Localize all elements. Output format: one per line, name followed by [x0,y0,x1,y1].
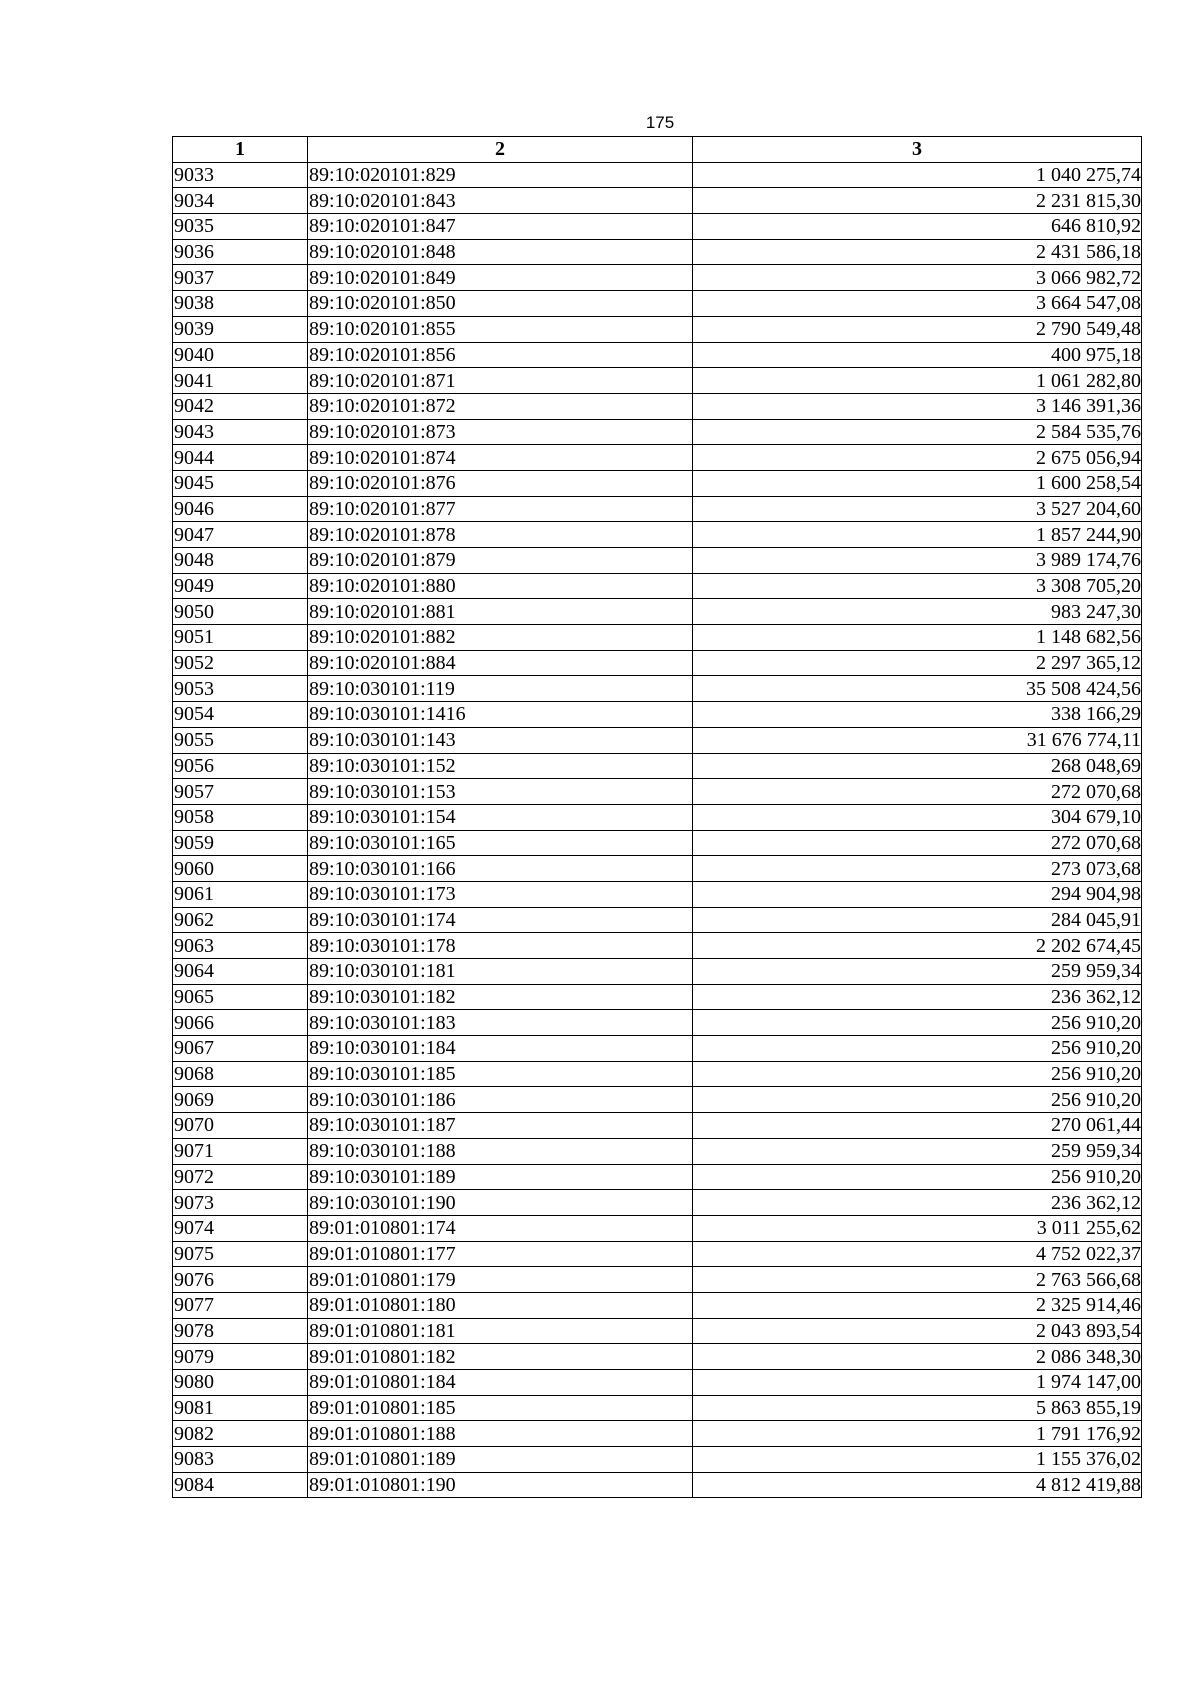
cadastral-number-cell: 89:10:020101:882 [308,625,693,651]
cadastral-number-cell: 89:10:020101:850 [308,291,693,317]
row-number-cell: 9082 [173,1421,308,1447]
table-row [173,419,1142,445]
value-cell: 1 148 682,56 [693,625,1142,651]
table-row [173,959,1142,985]
table-row [173,1215,1142,1241]
table-row [173,702,1142,728]
row-number-cell: 9058 [173,804,308,830]
cadastral-number-cell: 89:10:030101:119 [308,676,693,702]
value-cell: 2 231 815,30 [693,188,1142,214]
cadastral-number-cell: 89:01:010801:185 [308,1395,693,1421]
cadastral-number-cell: 89:10:030101:1416 [308,702,693,728]
value-cell: 2 325 914,46 [693,1292,1142,1318]
cadastral-number-cell: 89:10:030101:187 [308,1113,693,1139]
table-row [173,830,1142,856]
value-cell: 270 061,44 [693,1113,1142,1139]
cadastral-number-cell: 89:01:010801:189 [308,1447,693,1473]
row-number-cell: 9035 [173,214,308,240]
cadastral-number-cell: 89:10:030101:143 [308,727,693,753]
row-number-cell: 9071 [173,1138,308,1164]
value-cell: 3 989 174,76 [693,548,1142,574]
value-cell: 284 045,91 [693,907,1142,933]
table-row [173,1472,1142,1498]
value-cell: 3 011 255,62 [693,1215,1142,1241]
cadastral-number-cell: 89:10:020101:843 [308,188,693,214]
row-number-cell: 9079 [173,1344,308,1370]
column-header-2: 2 [308,137,693,163]
table-row [173,676,1142,702]
row-number-cell: 9081 [173,1395,308,1421]
cadastral-number-cell: 89:10:030101:183 [308,1010,693,1036]
value-cell: 338 166,29 [693,702,1142,728]
cadastral-number-cell: 89:10:020101:847 [308,214,693,240]
cadastral-number-cell: 89:10:030101:182 [308,984,693,1010]
cadastral-number-cell: 89:10:030101:184 [308,1036,693,1062]
cadastral-number-cell: 89:01:010801:188 [308,1421,693,1447]
table-row [173,214,1142,240]
table-row [173,1190,1142,1216]
row-number-cell: 9078 [173,1318,308,1344]
table-row [173,625,1142,651]
value-cell: 259 959,34 [693,959,1142,985]
table-row [173,1421,1142,1447]
row-number-cell: 9064 [173,959,308,985]
row-number-cell: 9051 [173,625,308,651]
cadastral-number-cell: 89:10:030101:189 [308,1164,693,1190]
cadastral-number-cell: 89:10:020101:878 [308,522,693,548]
row-number-cell: 9080 [173,1370,308,1396]
value-cell: 2 763 566,68 [693,1267,1142,1293]
value-cell: 2 297 365,12 [693,650,1142,676]
value-cell: 1 155 376,02 [693,1447,1142,1473]
row-number-cell: 9044 [173,445,308,471]
value-cell: 2 790 549,48 [693,316,1142,342]
cadastral-number-cell: 89:10:030101:188 [308,1138,693,1164]
cadastral-number-cell: 89:10:030101:165 [308,830,693,856]
cadastral-number-cell: 89:10:020101:877 [308,496,693,522]
row-number-cell: 9072 [173,1164,308,1190]
value-cell: 1 061 282,80 [693,368,1142,394]
value-cell: 272 070,68 [693,830,1142,856]
row-number-cell: 9045 [173,470,308,496]
value-cell: 236 362,12 [693,984,1142,1010]
row-number-cell: 9049 [173,573,308,599]
cadastral-number-cell: 89:10:030101:185 [308,1061,693,1087]
row-number-cell: 9060 [173,856,308,882]
table-row [173,984,1142,1010]
value-cell: 4 812 419,88 [693,1472,1142,1498]
value-cell: 1 857 244,90 [693,522,1142,548]
row-number-cell: 9048 [173,548,308,574]
value-cell: 2 043 893,54 [693,1318,1142,1344]
row-number-cell: 9083 [173,1447,308,1473]
table-row [173,1241,1142,1267]
table-row [173,548,1142,574]
row-number-cell: 9053 [173,676,308,702]
table-row [173,162,1142,188]
value-cell: 256 910,20 [693,1164,1142,1190]
table-row [173,753,1142,779]
row-number-cell: 9050 [173,599,308,625]
table-row [173,522,1142,548]
row-number-cell: 9073 [173,1190,308,1216]
table-row [173,907,1142,933]
cadastral-number-cell: 89:10:020101:849 [308,265,693,291]
cadastral-number-cell: 89:01:010801:182 [308,1344,693,1370]
value-cell: 272 070,68 [693,779,1142,805]
value-cell: 273 073,68 [693,856,1142,882]
table-row [173,573,1142,599]
row-number-cell: 9068 [173,1061,308,1087]
row-number-cell: 9042 [173,393,308,419]
cadastral-number-cell: 89:01:010801:180 [308,1292,693,1318]
row-number-cell: 9076 [173,1267,308,1293]
table-row [173,1267,1142,1293]
cadastral-number-cell: 89:01:010801:177 [308,1241,693,1267]
row-number-cell: 9039 [173,316,308,342]
row-number-cell: 9033 [173,162,308,188]
table-row [173,727,1142,753]
row-number-cell: 9041 [173,368,308,394]
value-cell: 304 679,10 [693,804,1142,830]
row-number-cell: 9069 [173,1087,308,1113]
table-row [173,239,1142,265]
cadastral-number-cell: 89:10:030101:174 [308,907,693,933]
cadastral-number-cell: 89:01:010801:174 [308,1215,693,1241]
cadastral-number-cell: 89:01:010801:190 [308,1472,693,1498]
value-cell: 259 959,34 [693,1138,1142,1164]
row-number-cell: 9043 [173,419,308,445]
column-header-3: 3 [693,137,1142,163]
table-row [173,291,1142,317]
row-number-cell: 9067 [173,1036,308,1062]
value-cell: 1 974 147,00 [693,1370,1142,1396]
row-number-cell: 9061 [173,881,308,907]
table-row [173,316,1142,342]
value-cell: 2 086 348,30 [693,1344,1142,1370]
row-number-cell: 9075 [173,1241,308,1267]
value-cell: 3 308 705,20 [693,573,1142,599]
value-cell: 2 675 056,94 [693,445,1142,471]
table-row [173,599,1142,625]
value-cell: 2 431 586,18 [693,239,1142,265]
row-number-cell: 9070 [173,1113,308,1139]
row-number-cell: 9052 [173,650,308,676]
cadastral-number-cell: 89:10:030101:178 [308,933,693,959]
cadastral-number-cell: 89:10:020101:855 [308,316,693,342]
value-cell: 1 791 176,92 [693,1421,1142,1447]
table-row [173,1138,1142,1164]
value-cell: 5 863 855,19 [693,1395,1142,1421]
table-row [173,393,1142,419]
table-row [173,856,1142,882]
cadastral-number-cell: 89:01:010801:179 [308,1267,693,1293]
row-number-cell: 9054 [173,702,308,728]
table-row [173,1087,1142,1113]
value-cell: 256 910,20 [693,1061,1142,1087]
value-cell: 1 600 258,54 [693,470,1142,496]
cadastral-number-cell: 89:10:030101:154 [308,804,693,830]
row-number-cell: 9063 [173,933,308,959]
value-cell: 35 508 424,56 [693,676,1142,702]
table-body [173,162,1142,1498]
row-number-cell: 9037 [173,265,308,291]
row-number-cell: 9062 [173,907,308,933]
table-row [173,265,1142,291]
row-number-cell: 9084 [173,1472,308,1498]
cadastral-number-cell: 89:10:020101:872 [308,393,693,419]
cadastral-number-cell: 89:10:020101:884 [308,650,693,676]
row-number-cell: 9065 [173,984,308,1010]
row-number-cell: 9047 [173,522,308,548]
row-number-cell: 9074 [173,1215,308,1241]
column-header-1: 1 [173,137,308,163]
cadastral-number-cell: 89:10:020101:829 [308,162,693,188]
table-row [173,1061,1142,1087]
row-number-cell: 9057 [173,779,308,805]
value-cell: 294 904,98 [693,881,1142,907]
table-row [173,1318,1142,1344]
cadastral-number-cell: 89:10:030101:166 [308,856,693,882]
table-row [173,1036,1142,1062]
table-header-row [173,137,1142,163]
value-cell: 3 066 982,72 [693,265,1142,291]
cadastral-number-cell: 89:10:020101:880 [308,573,693,599]
table-row [173,1344,1142,1370]
value-cell: 3 664 547,08 [693,291,1142,317]
table-row [173,1370,1142,1396]
table-row [173,650,1142,676]
row-number-cell: 9040 [173,342,308,368]
table-row [173,188,1142,214]
value-cell: 983 247,30 [693,599,1142,625]
registry-table [172,136,1142,1498]
value-cell: 256 910,20 [693,1036,1142,1062]
value-cell: 400 975,18 [693,342,1142,368]
value-cell: 31 676 774,11 [693,727,1142,753]
cadastral-number-cell: 89:01:010801:184 [308,1370,693,1396]
cadastral-number-cell: 89:10:030101:153 [308,779,693,805]
table-row [173,1010,1142,1036]
cadastral-number-cell: 89:10:020101:871 [308,368,693,394]
value-cell: 1 040 275,74 [693,162,1142,188]
cadastral-number-cell: 89:10:020101:874 [308,445,693,471]
table-row [173,1447,1142,1473]
cadastral-number-cell: 89:10:030101:190 [308,1190,693,1216]
table-row [173,1113,1142,1139]
cadastral-number-cell: 89:10:020101:856 [308,342,693,368]
table-row [173,1395,1142,1421]
value-cell: 3 527 204,60 [693,496,1142,522]
table-row [173,804,1142,830]
value-cell: 268 048,69 [693,753,1142,779]
value-cell: 3 146 391,36 [693,393,1142,419]
table-row [173,368,1142,394]
row-number-cell: 9034 [173,188,308,214]
cadastral-number-cell: 89:10:030101:186 [308,1087,693,1113]
value-cell: 646 810,92 [693,214,1142,240]
value-cell: 2 584 535,76 [693,419,1142,445]
value-cell: 2 202 674,45 [693,933,1142,959]
page-number: 175 [645,113,675,132]
table-row [173,470,1142,496]
row-number-cell: 9056 [173,753,308,779]
value-cell: 256 910,20 [693,1010,1142,1036]
cadastral-number-cell: 89:10:020101:881 [308,599,693,625]
row-number-cell: 9055 [173,727,308,753]
row-number-cell: 9066 [173,1010,308,1036]
value-cell: 236 362,12 [693,1190,1142,1216]
cadastral-number-cell: 89:01:010801:181 [308,1318,693,1344]
value-cell: 4 752 022,37 [693,1241,1142,1267]
table-row [173,496,1142,522]
cadastral-number-cell: 89:10:020101:876 [308,470,693,496]
table-row [173,881,1142,907]
table-row [173,342,1142,368]
row-number-cell: 9036 [173,239,308,265]
row-number-cell: 9046 [173,496,308,522]
cadastral-number-cell: 89:10:030101:152 [308,753,693,779]
value-cell: 256 910,20 [693,1087,1142,1113]
table-row [173,445,1142,471]
table-row [173,1164,1142,1190]
table-row [173,1292,1142,1318]
table-row [173,779,1142,805]
cadastral-number-cell: 89:10:030101:173 [308,881,693,907]
table-row [173,933,1142,959]
cadastral-number-cell: 89:10:020101:879 [308,548,693,574]
row-number-cell: 9077 [173,1292,308,1318]
row-number-cell: 9038 [173,291,308,317]
cadastral-number-cell: 89:10:030101:181 [308,959,693,985]
row-number-cell: 9059 [173,830,308,856]
cadastral-number-cell: 89:10:020101:873 [308,419,693,445]
cadastral-number-cell: 89:10:020101:848 [308,239,693,265]
